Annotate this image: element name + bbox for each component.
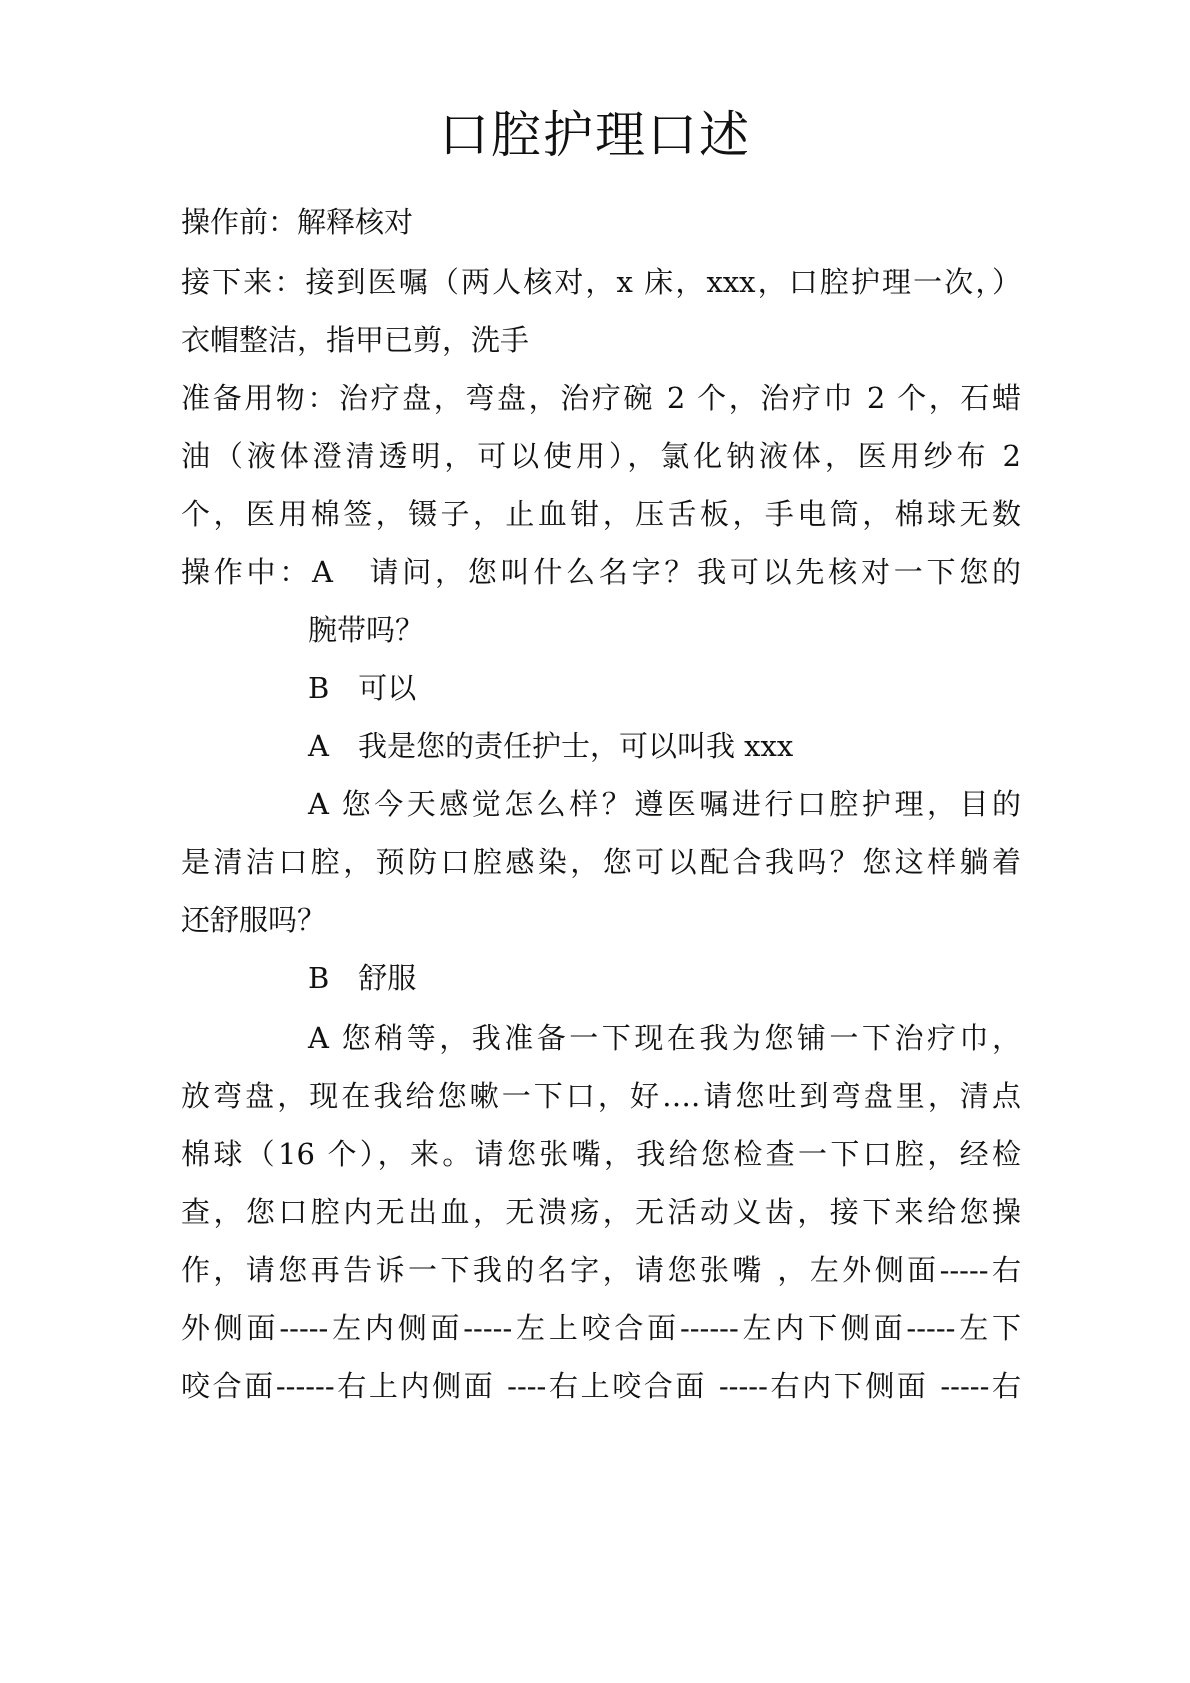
text-line-a-nurse: A 我是您的责任护士，可以叫我 xxx: [308, 729, 794, 763]
text-line-op-start: 操作中：A 请问，您叫什么名字？我可以先核对一下您的: [181, 555, 1021, 589]
text-line-supplies-1: 准备用物：治疗盘，弯盘，治疗碗 2 个，治疗巾 2 个，石蜡: [181, 381, 1021, 415]
text-line-cotton: 棉球（16 个），来。请您张嘴，我给您检查一下口腔，经检: [181, 1137, 1021, 1171]
text-line-comfort: 还舒服吗？: [181, 903, 327, 937]
text-line-rinse: 放弯盘，现在我给您嗽一下口，好….请您吐到弯盘里，清点: [181, 1079, 1021, 1113]
text-line-sides-2: 咬合面------右上内侧面 ----右上咬合面 -----右内下侧面 -----右: [181, 1369, 1021, 1403]
text-line-b-comfortable: B 舒服: [308, 961, 417, 995]
text-line-b-ok: B 可以: [308, 671, 417, 705]
text-line-supplies-2: 油（液体澄清透明，可以使用），氯化钠液体，医用纱布 2: [181, 439, 1021, 473]
text-line-supplies-3: 个，医用棉签，镊子，止血钳，压舌板，手电筒，棉球无数: [181, 497, 1021, 531]
text-line-hygiene: 衣帽整洁，指甲已剪，洗手: [181, 323, 530, 357]
text-line-pre-op: 操作前：解释核对: [181, 205, 414, 239]
text-line-exam: 查，您口腔内无出血，无溃疡，无活动义齿，接下来给您操: [181, 1195, 1021, 1229]
text-line-sides-1: 外侧面-----左内侧面-----左上咬合面------左内下侧面-----左下: [181, 1311, 1021, 1345]
text-line-purpose: 是清洁口腔，预防口腔感染，您可以配合我吗？您这样躺着: [181, 845, 1021, 879]
text-line-wristband: 腕带吗？: [308, 613, 425, 647]
text-line-order: 接下来：接到医嘱（两人核对，x 床，xxx，口腔护理一次，）: [181, 265, 1021, 299]
text-line-a-prepare: A 您稍等，我准备一下现在我为您铺一下治疗巾，: [308, 1021, 1021, 1055]
text-line-operate: 作，请您再告诉一下我的名字，请您张嘴 ，左外侧面-----右: [181, 1253, 1021, 1287]
text-line-a-feeling: A 您今天感觉怎么样？遵医嘱进行口腔护理，目的: [308, 787, 1021, 821]
page-title: 口腔护理口述: [439, 106, 751, 164]
